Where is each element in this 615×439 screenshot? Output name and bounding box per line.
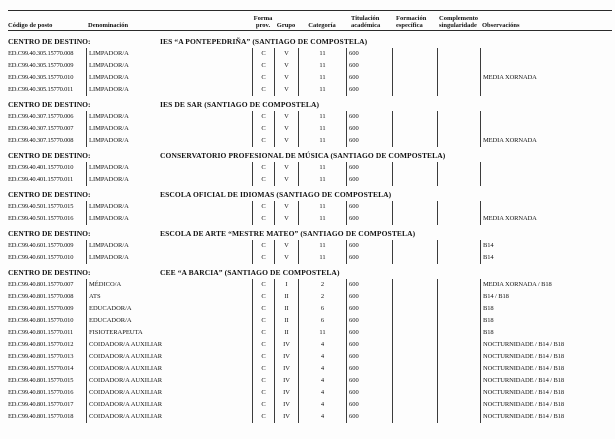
table-header-row [8, 11, 612, 29]
cell-complemento-singularidade [437, 111, 480, 123]
cell-categoria: 11 [298, 201, 346, 213]
cell-formacion-especifica [392, 111, 437, 123]
cell-codigo-de-posto: ED.C99.40.801.15770.008 [8, 293, 74, 300]
cell-denominacion: LIMPADOR/A [86, 213, 252, 225]
cell-codigo-de-posto: ED.C99.40.305.15770.009 [8, 62, 74, 69]
cell-forma-prov: C [252, 327, 274, 339]
cell-observacions: B14 [480, 240, 612, 252]
cell-complemento-singularidade [437, 279, 480, 291]
cell-titulacion-academica: 600 [346, 279, 392, 291]
centro-section [0, 228, 615, 264]
cell-observacions [480, 60, 612, 72]
cell-formacion-especifica [392, 303, 437, 315]
cell-codigo-de-posto: ED.C99.40.801.15770.017 [8, 401, 74, 408]
column-header-grupo: Grupo [276, 22, 296, 29]
cell-forma-prov: C [252, 279, 274, 291]
cell-forma-prov: C [252, 387, 274, 399]
cell-titulacion-academica: 600 [346, 363, 392, 375]
cell-denominacion: LIMPADOR/A [86, 201, 252, 213]
centro-section [0, 36, 615, 96]
column-header-forma-prov: Forma prov. [253, 15, 273, 29]
cell-codigo-de-posto: ED.C99.40.305.15770.010 [8, 74, 74, 81]
cell-grupo: V [274, 162, 298, 174]
cell-denominacion: COIDADOR/A AUXILIAR [86, 411, 252, 423]
cell-codigo-de-posto: ED.C99.40.305.15770.011 [8, 86, 74, 93]
cell-codigo-de-posto: ED.C99.40.601.15770.010 [8, 254, 74, 261]
cell-grupo: V [274, 72, 298, 84]
cell-titulacion-academica: 600 [346, 201, 392, 213]
centro-rows [0, 162, 615, 186]
cell-titulacion-academica: 600 [346, 327, 392, 339]
cell-codigo-de-posto: ED.C99.40.501.15770.016 [8, 215, 74, 222]
cell-titulacion-academica: 600 [346, 387, 392, 399]
column-header-complemento: Complemento singularidade [439, 15, 478, 29]
cell-complemento-singularidade [437, 387, 480, 399]
cell-titulacion-academica: 600 [346, 111, 392, 123]
cell-grupo: V [274, 84, 298, 96]
table-row [8, 240, 612, 252]
cell-complemento-singularidade [437, 213, 480, 225]
cell-titulacion-academica: 600 [346, 72, 392, 84]
centro-header [0, 189, 615, 201]
cell-categoria: 11 [298, 174, 346, 186]
cell-formacion-especifica [392, 72, 437, 84]
cell-titulacion-academica: 600 [346, 48, 392, 60]
cell-complemento-singularidade [437, 174, 480, 186]
column-header-formacion: Formación específica [396, 15, 427, 29]
cell-codigo-de-posto: ED.C99.40.401.15770.010 [8, 164, 74, 171]
cell-observacions: NOCTURNIDADE / B14 / B18 [480, 387, 612, 399]
cell-formacion-especifica [392, 252, 437, 264]
centro-rows [0, 279, 615, 423]
centro-de-destino-label: CENTRO DE DESTINO: [8, 190, 91, 199]
cell-codigo-de-posto: ED.C99.40.307.15770.006 [8, 113, 74, 120]
table-row [8, 162, 612, 174]
cell-formacion-especifica [392, 135, 437, 147]
table-row [8, 252, 612, 264]
cell-forma-prov: C [252, 72, 274, 84]
cell-titulacion-academica: 600 [346, 399, 392, 411]
cell-complemento-singularidade [437, 363, 480, 375]
cell-formacion-especifica [392, 48, 437, 60]
cell-formacion-especifica [392, 387, 437, 399]
cell-formacion-especifica [392, 213, 437, 225]
cell-forma-prov: C [252, 315, 274, 327]
centro-de-destino-label: CENTRO DE DESTINO: [8, 151, 91, 160]
cell-titulacion-academica: 600 [346, 240, 392, 252]
cell-forma-prov: C [252, 252, 274, 264]
cell-complemento-singularidade [437, 291, 480, 303]
cell-forma-prov: C [252, 375, 274, 387]
cell-titulacion-academica: 600 [346, 411, 392, 423]
cell-titulacion-academica: 600 [346, 123, 392, 135]
cell-forma-prov: C [252, 240, 274, 252]
cell-formacion-especifica [392, 411, 437, 423]
cell-denominacion: LIMPADOR/A [86, 84, 252, 96]
centro-section [0, 99, 615, 147]
cell-categoria: 11 [298, 84, 346, 96]
cell-complemento-singularidade [437, 135, 480, 147]
table-row [8, 201, 612, 213]
cell-complemento-singularidade [437, 303, 480, 315]
cell-formacion-especifica [392, 162, 437, 174]
cell-grupo: V [274, 135, 298, 147]
table-row [8, 48, 612, 60]
cell-observacions [480, 201, 612, 213]
cell-forma-prov: C [252, 363, 274, 375]
cell-complemento-singularidade [437, 201, 480, 213]
cell-categoria: 11 [298, 48, 346, 60]
cell-categoria: 11 [298, 327, 346, 339]
centro-rows [0, 240, 615, 264]
cell-formacion-especifica [392, 375, 437, 387]
cell-forma-prov: C [252, 48, 274, 60]
centro-name: CEE “A BARCIA” (SANTIAGO DE COMPOSTELA) [160, 268, 340, 277]
centro-rows [0, 111, 615, 147]
cell-forma-prov: C [252, 339, 274, 351]
cell-grupo: V [274, 60, 298, 72]
cell-titulacion-academica: 600 [346, 174, 392, 186]
cell-observacions: NOCTURNIDADE / B14 / B18 [480, 351, 612, 363]
cell-categoria: 4 [298, 387, 346, 399]
cell-complemento-singularidade [437, 351, 480, 363]
cell-denominacion: COIDADOR/A AUXILIAR [86, 351, 252, 363]
table-row [8, 339, 612, 351]
column-header-denominacion: Denominación [88, 22, 129, 29]
cell-complemento-singularidade [437, 48, 480, 60]
cell-grupo: IV [274, 375, 298, 387]
cell-codigo-de-posto: ED.C99.40.801.15770.016 [8, 389, 74, 396]
cell-categoria: 11 [298, 252, 346, 264]
cell-complemento-singularidade [437, 327, 480, 339]
table-row [8, 291, 612, 303]
cell-titulacion-academica: 600 [346, 84, 392, 96]
cell-complemento-singularidade [437, 411, 480, 423]
cell-forma-prov: C [252, 111, 274, 123]
cell-complemento-singularidade [437, 240, 480, 252]
centro-name: IES “A PONTEPEDRIÑA” (SANTIAGO DE COMPOSTELA) [160, 37, 368, 46]
cell-categoria: 4 [298, 411, 346, 423]
cell-denominacion: EDUCADOR/A [86, 315, 252, 327]
cell-observacions: NOCTURNIDADE / B14 / B18 [480, 363, 612, 375]
cell-observacions: NOCTURNIDADE / B14 / B18 [480, 339, 612, 351]
cell-grupo: V [274, 213, 298, 225]
cell-observacions [480, 162, 612, 174]
table-body [0, 33, 615, 423]
cell-categoria: 6 [298, 303, 346, 315]
cell-grupo: V [274, 174, 298, 186]
cell-codigo-de-posto: ED.C99.40.307.15770.007 [8, 125, 74, 132]
cell-codigo-de-posto: ED.C99.40.801.15770.014 [8, 365, 74, 372]
cell-forma-prov: C [252, 213, 274, 225]
cell-denominacion: LIMPADOR/A [86, 252, 252, 264]
cell-complemento-singularidade [437, 84, 480, 96]
cell-categoria: 2 [298, 291, 346, 303]
centro-section [0, 189, 615, 225]
cell-observacions: MEDIA XORNADA [480, 135, 612, 147]
centro-header [0, 99, 615, 111]
cell-categoria: 11 [298, 60, 346, 72]
table-row [8, 387, 612, 399]
cell-complemento-singularidade [437, 399, 480, 411]
cell-categoria: 4 [298, 399, 346, 411]
column-header-titulacion: Titulación académica [351, 15, 381, 29]
cell-grupo: IV [274, 363, 298, 375]
cell-grupo: II [274, 315, 298, 327]
cell-titulacion-academica: 600 [346, 252, 392, 264]
table-row [8, 363, 612, 375]
table-row [8, 315, 612, 327]
cell-formacion-especifica [392, 327, 437, 339]
cell-complemento-singularidade [437, 72, 480, 84]
cell-codigo-de-posto: ED.C99.40.501.15770.015 [8, 203, 74, 210]
table-row [8, 279, 612, 291]
cell-forma-prov: C [252, 303, 274, 315]
cell-observacions [480, 123, 612, 135]
cell-codigo-de-posto: ED.C99.40.801.15770.015 [8, 377, 74, 384]
cell-formacion-especifica [392, 315, 437, 327]
cell-complemento-singularidade [437, 339, 480, 351]
cell-titulacion-academica: 600 [346, 162, 392, 174]
cell-denominacion: ATS [86, 291, 252, 303]
cell-forma-prov: C [252, 123, 274, 135]
cell-categoria: 4 [298, 363, 346, 375]
cell-denominacion: FISIOTERAPEUTA [86, 327, 252, 339]
cell-observacions: NOCTURNIDADE / B14 / B18 [480, 411, 612, 423]
cell-complemento-singularidade [437, 123, 480, 135]
cell-denominacion: LIMPADOR/A [86, 60, 252, 72]
table-row [8, 213, 612, 225]
cell-categoria: 11 [298, 240, 346, 252]
centro-de-destino-label: CENTRO DE DESTINO: [8, 229, 91, 238]
cell-formacion-especifica [392, 363, 437, 375]
cell-formacion-especifica [392, 174, 437, 186]
table-row [8, 411, 612, 423]
cell-grupo: II [274, 291, 298, 303]
cell-denominacion: COIDADOR/A AUXILIAR [86, 399, 252, 411]
cell-categoria: 11 [298, 135, 346, 147]
cell-categoria: 4 [298, 351, 346, 363]
centro-header [0, 150, 615, 162]
cell-categoria: 4 [298, 339, 346, 351]
table-row [8, 351, 612, 363]
cell-titulacion-academica: 600 [346, 60, 392, 72]
cell-forma-prov: C [252, 162, 274, 174]
cell-denominacion: COIDADOR/A AUXILIAR [86, 363, 252, 375]
cell-formacion-especifica [392, 84, 437, 96]
cell-categoria: 2 [298, 279, 346, 291]
cell-grupo: IV [274, 411, 298, 423]
cell-formacion-especifica [392, 291, 437, 303]
centro-section [0, 150, 615, 186]
cell-forma-prov: C [252, 291, 274, 303]
table-row [8, 327, 612, 339]
centro-de-destino-label: CENTRO DE DESTINO: [8, 268, 91, 277]
cell-grupo: IV [274, 387, 298, 399]
cell-categoria: 11 [298, 72, 346, 84]
cell-categoria: 11 [298, 162, 346, 174]
table-row [8, 84, 612, 96]
cell-forma-prov: C [252, 201, 274, 213]
cell-forma-prov: C [252, 351, 274, 363]
cell-observacions: B18 [480, 327, 612, 339]
table-row [8, 375, 612, 387]
cell-observacions: MEDIA XORNADA [480, 72, 612, 84]
cell-observacions: MEDIA XORNADA [480, 213, 612, 225]
cell-grupo: V [274, 201, 298, 213]
cell-titulacion-academica: 600 [346, 351, 392, 363]
centro-de-destino-label: CENTRO DE DESTINO: [8, 37, 91, 46]
cell-denominacion: LIMPADOR/A [86, 240, 252, 252]
cell-forma-prov: C [252, 174, 274, 186]
header-underline [8, 30, 612, 31]
cell-denominacion: LIMPADOR/A [86, 111, 252, 123]
cell-formacion-especifica [392, 351, 437, 363]
cell-grupo: V [274, 111, 298, 123]
cell-titulacion-academica: 600 [346, 213, 392, 225]
cell-formacion-especifica [392, 399, 437, 411]
cell-codigo-de-posto: ED.C99.40.801.15770.018 [8, 413, 74, 420]
centro-de-destino-label: CENTRO DE DESTINO: [8, 100, 91, 109]
cell-categoria: 11 [298, 111, 346, 123]
column-header-observacions: Observacións [482, 22, 520, 29]
cell-titulacion-academica: 600 [346, 135, 392, 147]
centro-section [0, 267, 615, 423]
cell-forma-prov: C [252, 399, 274, 411]
cell-formacion-especifica [392, 279, 437, 291]
cell-codigo-de-posto: ED.C99.40.801.15770.009 [8, 305, 74, 312]
cell-observacions: B18 [480, 315, 612, 327]
centro-rows [0, 201, 615, 225]
cell-codigo-de-posto: ED.C99.40.801.15770.013 [8, 353, 74, 360]
cell-formacion-especifica [392, 201, 437, 213]
cell-observacions: B14 [480, 252, 612, 264]
cell-grupo: II [274, 327, 298, 339]
cell-denominacion: LIMPADOR/A [86, 48, 252, 60]
centro-name: CONSERVATORIO PROFESIONAL DE MÚSICA (SANTIAGO DE COMPOSTELA) [160, 151, 446, 160]
cell-observacions [480, 48, 612, 60]
cell-forma-prov: C [252, 84, 274, 96]
cell-codigo-de-posto: ED.C99.40.307.15770.008 [8, 137, 74, 144]
column-header-categoria: Categoría [308, 22, 336, 29]
cell-grupo: V [274, 123, 298, 135]
table-row [8, 72, 612, 84]
cell-codigo-de-posto: ED.C99.40.801.15770.012 [8, 341, 74, 348]
table-row [8, 303, 612, 315]
cell-titulacion-academica: 600 [346, 375, 392, 387]
cell-forma-prov: C [252, 60, 274, 72]
cell-denominacion: COIDADOR/A AUXILIAR [86, 339, 252, 351]
cell-codigo-de-posto: ED.C99.40.401.15770.011 [8, 176, 74, 183]
cell-complemento-singularidade [437, 252, 480, 264]
cell-codigo-de-posto: ED.C99.40.305.15770.008 [8, 50, 74, 57]
centro-header [0, 36, 615, 48]
cell-grupo: I [274, 279, 298, 291]
cell-denominacion: LIMPADOR/A [86, 174, 252, 186]
cell-codigo-de-posto: ED.C99.40.801.15770.007 [8, 281, 74, 288]
cell-observacions [480, 111, 612, 123]
centro-rows [0, 48, 615, 96]
cell-titulacion-academica: 600 [346, 315, 392, 327]
cell-denominacion: LIMPADOR/A [86, 135, 252, 147]
cell-categoria: 4 [298, 375, 346, 387]
cell-codigo-de-posto: ED.C99.40.801.15770.010 [8, 317, 74, 324]
cell-forma-prov: C [252, 135, 274, 147]
cell-complemento-singularidade [437, 60, 480, 72]
cell-formacion-especifica [392, 123, 437, 135]
cell-formacion-especifica [392, 60, 437, 72]
table-row [8, 399, 612, 411]
centro-header [0, 228, 615, 240]
centro-name: ESCOLA DE ARTE “MESTRE MATEO” (SANTIAGO DE COMPOSTELA) [160, 229, 416, 238]
table-row [8, 135, 612, 147]
cell-formacion-especifica [392, 339, 437, 351]
cell-denominacion: LIMPADOR/A [86, 162, 252, 174]
cell-denominacion: MÉDICO/A [86, 279, 252, 291]
cell-forma-prov: C [252, 411, 274, 423]
cell-grupo: V [274, 48, 298, 60]
cell-observacions: B18 [480, 303, 612, 315]
cell-observacions [480, 84, 612, 96]
cell-codigo-de-posto: ED.C99.40.801.15770.011 [8, 329, 74, 336]
table-row [8, 60, 612, 72]
cell-observacions [480, 174, 612, 186]
cell-complemento-singularidade [437, 375, 480, 387]
cell-titulacion-academica: 600 [346, 303, 392, 315]
cell-observacions: MEDIA XORNADA / B18 [480, 279, 612, 291]
cell-denominacion: COIDADOR/A AUXILIAR [86, 387, 252, 399]
cell-denominacion: LIMPADOR/A [86, 72, 252, 84]
table-row [8, 111, 612, 123]
cell-categoria: 11 [298, 213, 346, 225]
cell-observacions: NOCTURNIDADE / B14 / B18 [480, 375, 612, 387]
cell-observacions: NOCTURNIDADE / B14 / B18 [480, 399, 612, 411]
column-header-codigo: Código de posto [8, 22, 53, 29]
cell-titulacion-academica: 600 [346, 339, 392, 351]
cell-denominacion: COIDADOR/A AUXILIAR [86, 375, 252, 387]
cell-observacions: B14 / B18 [480, 291, 612, 303]
cell-categoria: 6 [298, 315, 346, 327]
cell-grupo: IV [274, 351, 298, 363]
cell-complemento-singularidade [437, 162, 480, 174]
cell-codigo-de-posto: ED.C99.40.601.15770.009 [8, 242, 74, 249]
centro-name: ESCOLA OFICIAL DE IDIOMAS (SANTIAGO DE COMPOSTELA) [160, 190, 392, 199]
cell-categoria: 11 [298, 123, 346, 135]
cell-formacion-especifica [392, 240, 437, 252]
cell-denominacion: LIMPADOR/A [86, 123, 252, 135]
cell-titulacion-academica: 600 [346, 291, 392, 303]
centro-name: IES DE SAR (SANTIAGO DE COMPOSTELA) [160, 100, 320, 109]
cell-grupo: V [274, 252, 298, 264]
table-row [8, 174, 612, 186]
cell-grupo: V [274, 240, 298, 252]
cell-grupo: IV [274, 399, 298, 411]
cell-complemento-singularidade [437, 315, 480, 327]
cell-grupo: IV [274, 339, 298, 351]
cell-grupo: II [274, 303, 298, 315]
table-row [8, 123, 612, 135]
centro-header [0, 267, 615, 279]
cell-denominacion: EDUCADOR/A [86, 303, 252, 315]
